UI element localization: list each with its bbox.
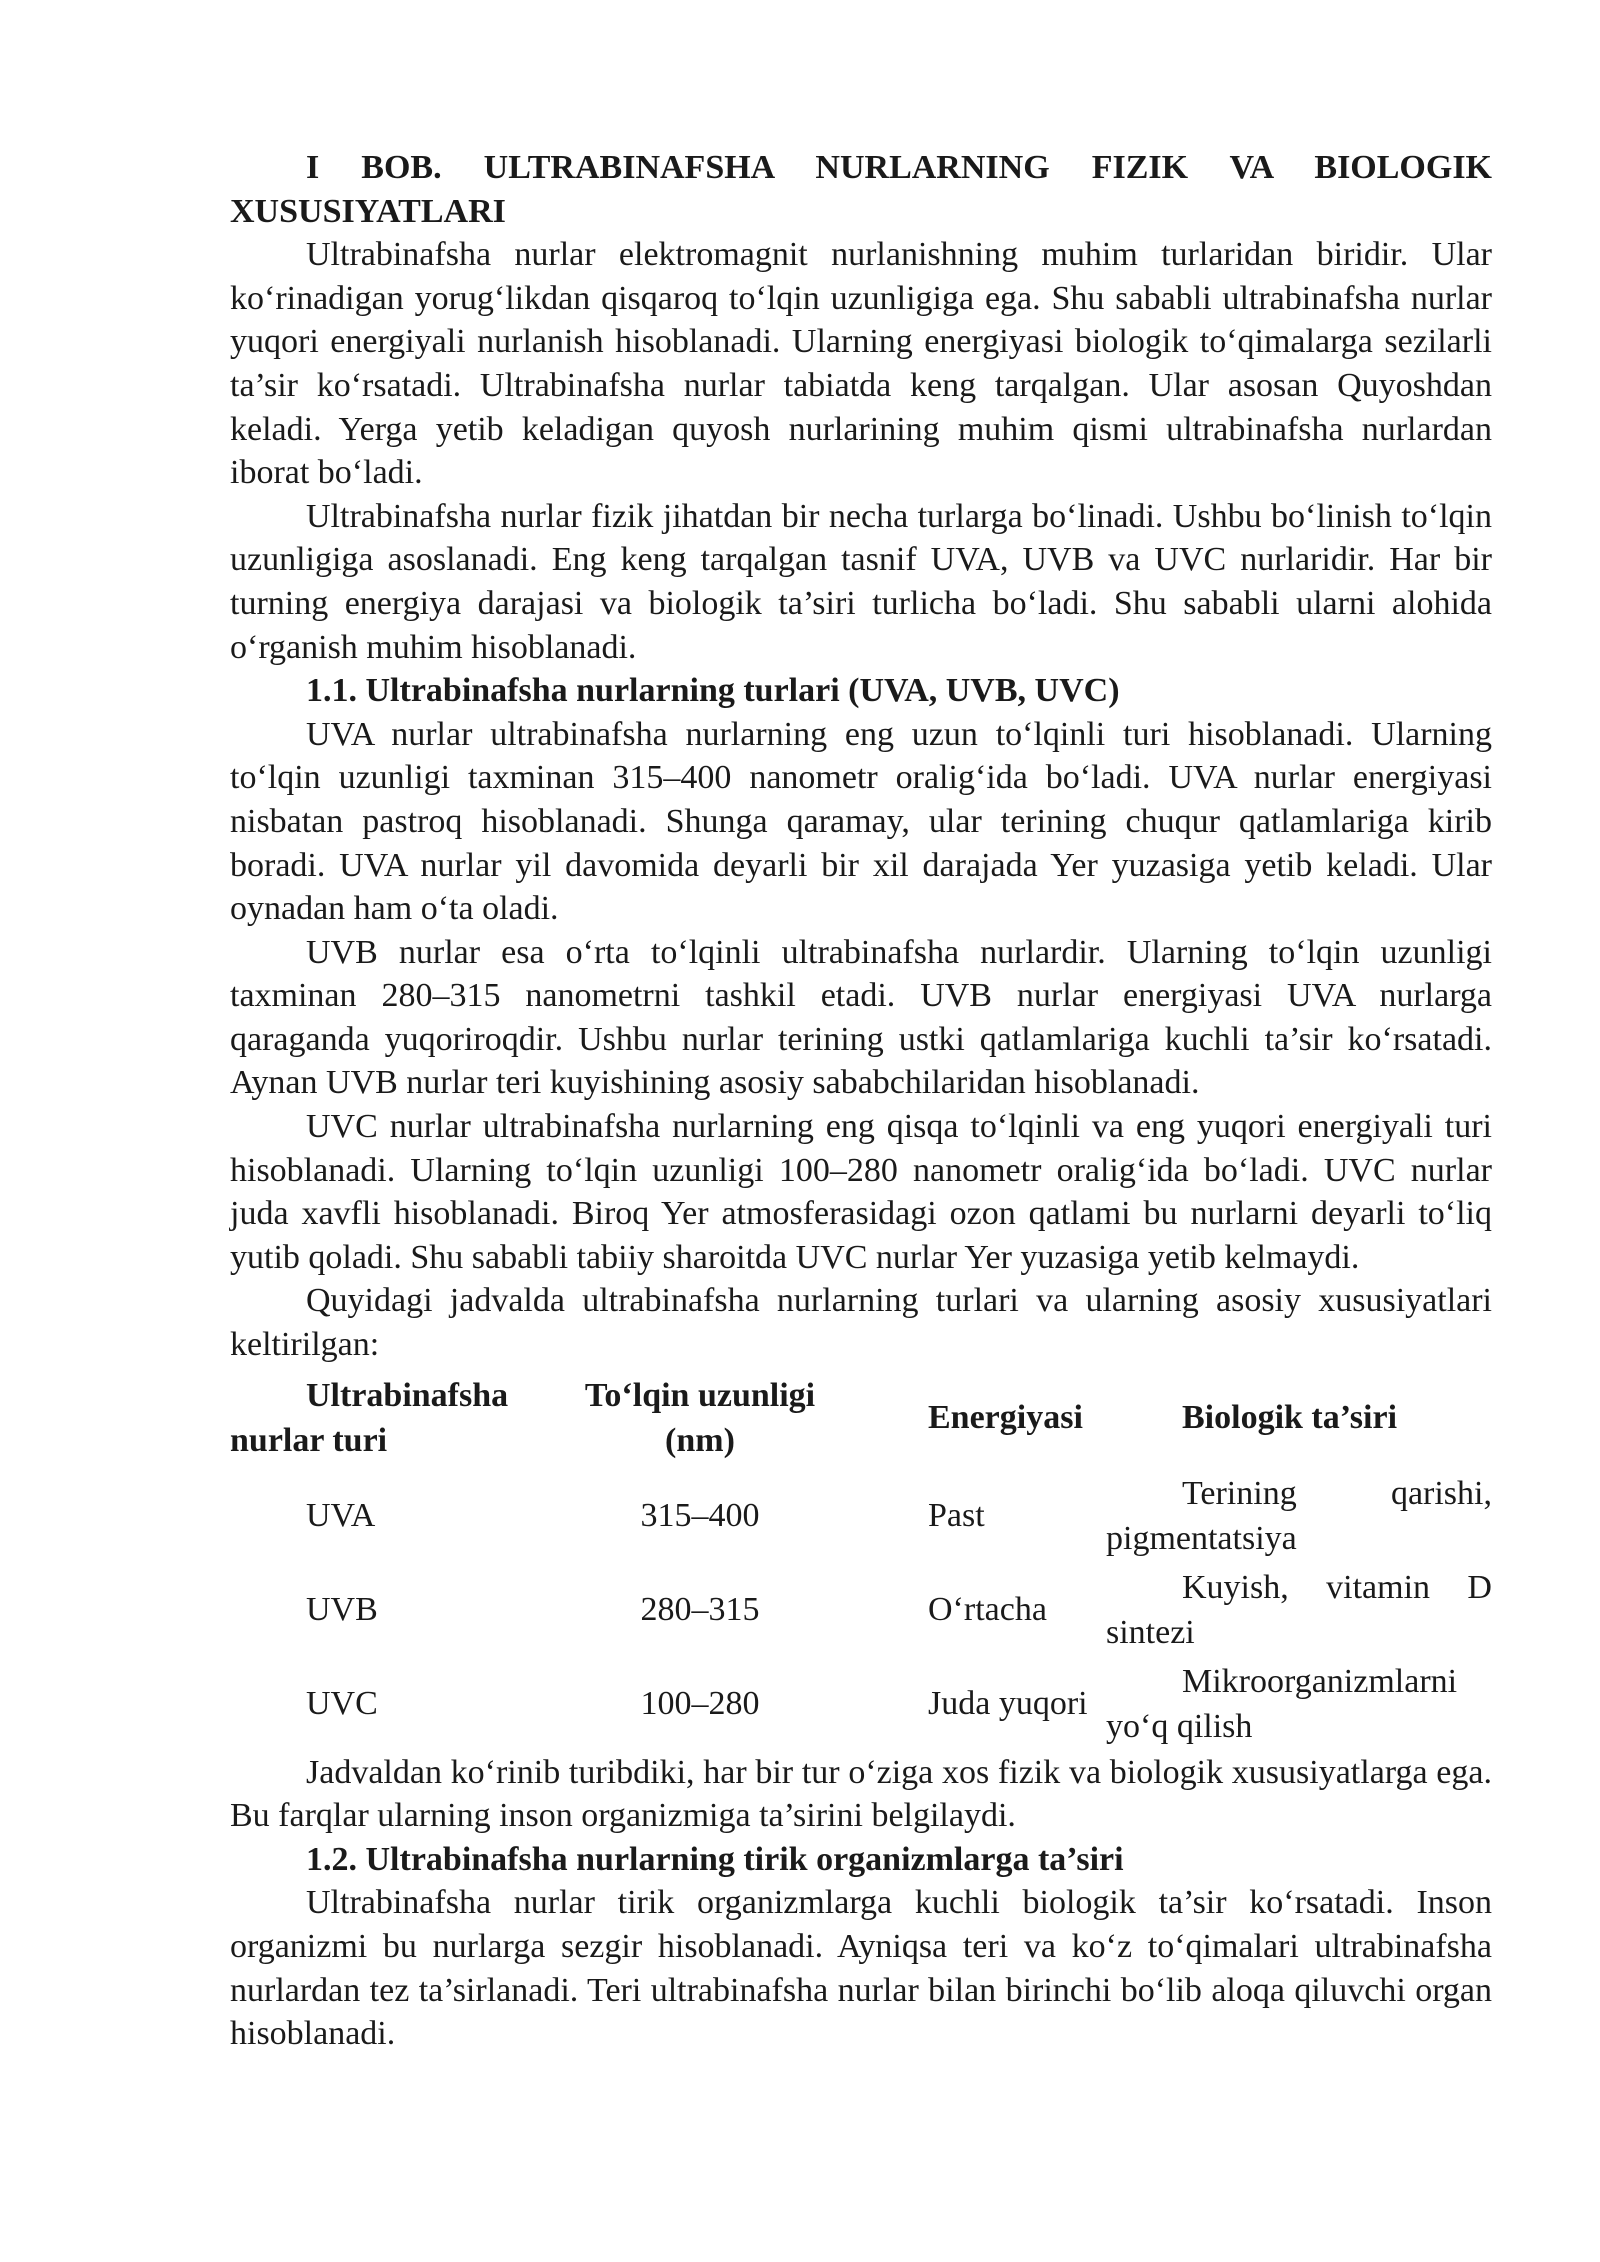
table-row [230,1563,1492,1657]
header-bio-effect: Biologik ta’siri [1182,1399,1398,1437]
intro-paragraph-1: Ultrabinafsha nurlar elektromagnit nurlanishning muhim turlaridan biridir. Ular ko‘rinadigan yorug‘likdan qisqaroq to‘lqin uzunligiga ega. Shu sababli ultrabinafsha nurlar yuqori energiyali nurlanish hisoblanadi. Ularning energiyasi biologik to‘qimalarga sezilarli ta’sir ko‘rsatadi. Ultrabinafsha nurlar tabiatda keng tarqalgan. Ular asosan Quyoshdan keladi. Yerga yetib keladigan quyosh nurlarining muhim qismi ultrabinafsha nurlardan iborat bo‘ladi. [230,236,1492,492]
cell-bio-effect: Kuyish, vitamin D sintezi [1106,1568,1492,1651]
cell-bio-effect: Terining qarishi, pigmentatsiya [1106,1474,1492,1557]
cell-wavelength: 280–315 [640,1591,760,1629]
document-page [230,146,1492,2056]
paragraph-uvc: UVC nurlar ultrabinafsha nurlarning eng qisqa to‘lqinli va eng yuqori energiyali turi hisoblanadi. Ularning to‘lqin uzunligi 100–280 nanometr oralig‘ida bo‘ladi. UVC nurlar juda xavfli hisoblanadi. Biroq Yer atmosferasidagi ozon qatlami bu nurlarni deyarli to‘liq yutib qoladi. Shu sababli tabiiy sharoitda UVC nurlar Yer yuzasiga yetib kelmaydi. [230,1108,1492,1276]
cell-type: UVA [306,1497,376,1535]
cell-energy: Juda yuqori [928,1685,1088,1723]
cell-energy: Past [928,1497,985,1535]
table-header-row [230,1367,1492,1469]
paragraph-uva: UVA nurlar ultrabinafsha nurlarning eng uzun to‘lqinli turi hisoblanadi. Ularning to‘lqin uzunligi taxminan 315–400 nanometr oralig‘ida bo‘ladi. UVA nurlar energiyasi nisbatan pastroq hisoblanadi. Shunga qaramay, ular terining chuqur qatlamlariga kirib boradi. UVA nurlar yil davomida deyarli bir xil darajada Yer yuzasiga yetib keladi. Ular oynadan ham o‘ta oladi. [230,715,1492,928]
cell-energy: O‘rtacha [928,1591,1047,1629]
paragraph-effects: Ultrabinafsha nurlar tirik organizmlarga kuchli biologik ta’sir ko‘rsatadi. Inson organizmi bu nurlarga sezgir hisoblanadi. Ayniqsa teri va ko‘z to‘qimalari ultrabinafsha nurlardan tez ta’sirlanadi. Teri ultrabinafsha nurlar bilan birinchi bo‘lib aloqa qiluvchi organ hisoblanadi. [230,1884,1492,2053]
table-row [230,1469,1492,1563]
section-heading-1-2: 1.2. Ultrabinafsha nurlarning tirik organizmlarga ta’siri [306,1840,1124,1878]
cell-type: UVB [306,1591,378,1629]
intro-paragraph-2: Ultrabinafsha nurlar fizik jihatdan bir necha turlarga bo‘linadi. Ushbu bo‘linish to‘lqin uzunligiga asoslanadi. Eng keng tarqalgan tasnif UVA, UVB va UVC nurlaridir. Har bir turning energiya darajasi va biologik ta’siri turlicha bo‘ladi. Shu sababli ularni alohida o‘rganish muhim hisoblanadi. [230,497,1492,666]
cell-wavelength: 315–400 [640,1497,760,1535]
header-uv-type: Ultrabinafsha nurlar turi [230,1376,509,1459]
section-heading-1-1: 1.1. Ultrabinafsha nurlarning turlari (UVA, UVB, UVC) [306,672,1120,710]
cell-type: UVC [306,1685,378,1723]
cell-wavelength: 100–280 [640,1685,760,1723]
table-row [230,1657,1492,1751]
cell-bio-effect: Mikroorganizmlarni yo‘q qilish [1106,1662,1458,1745]
header-wavelength: To‘lqin uzunligi (nm) [584,1376,816,1459]
after-table-paragraph: Jadvaldan ko‘rinib turibdiki, har bir tur o‘ziga xos fizik va biologik xususiyatlarga ega. Bu farqlar ularning inson organizmiga ta’sirini belgilaydi. [230,1753,1492,1835]
chapter-title: I BOB. ULTRABINAFSHA NURLARNING FIZIK VA BIOLOGIK XUSUSIYATLARI [230,149,1492,230]
paragraph-uvb: UVB nurlar esa o‘rta to‘lqinli ultrabinafsha nurlardir. Ularning to‘lqin uzunligi taxminan 280–315 nanometrni tashkil etadi. UVB nurlar energiyasi UVA nurlarga qaraganda yuqoriroqdir. Ushbu nurlar terining ustki qatlamlariga kuchli ta’sir ko‘rsatadi. Aynan UVB nurlar teri kuyishining asosiy sababchilaridan hisoblanadi. [230,933,1492,1102]
table-intro-paragraph: Quyidagi jadvalda ultrabinafsha nurlarning turlari va ularning asosiy xususiyatlari keltirilgan: [230,1282,1492,1364]
header-energy: Energiyasi [928,1399,1083,1437]
uv-types-table [230,1367,1492,1751]
